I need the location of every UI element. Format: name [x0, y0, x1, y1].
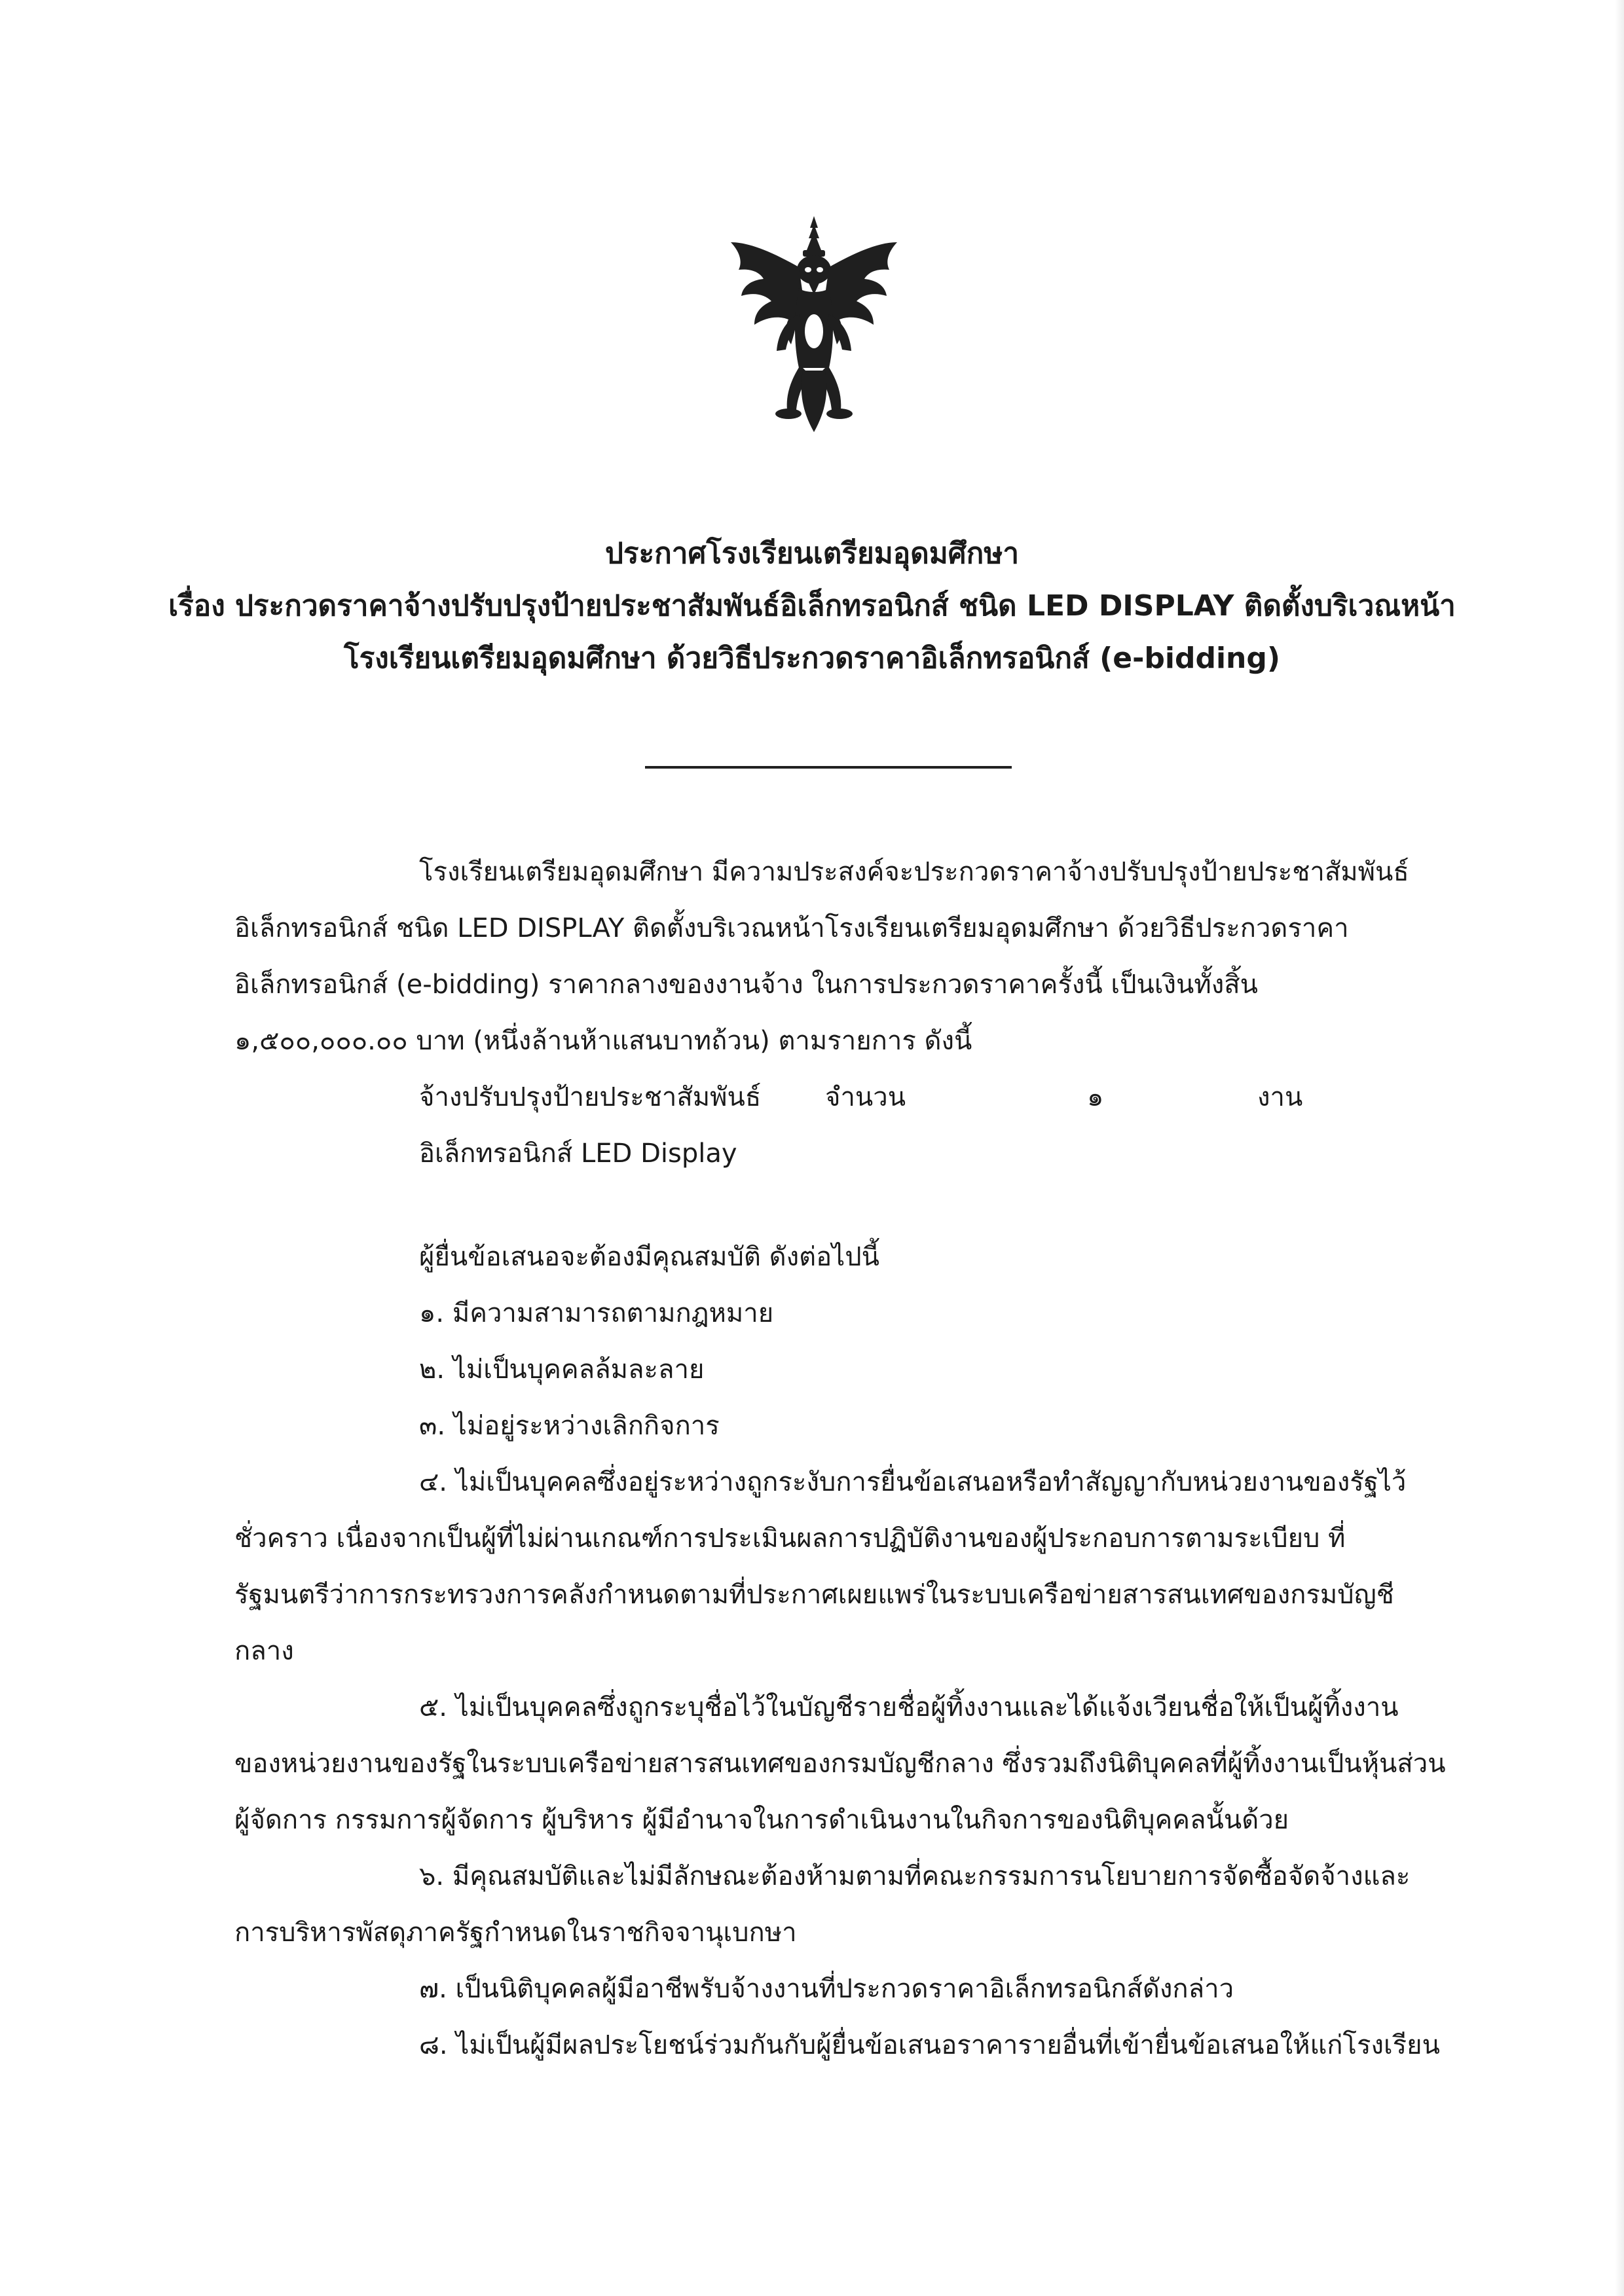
item-qty-label: จำนวน [825, 1082, 906, 1112]
qualification-5-line3: ผู้จัดการ กรรมการผู้จัดการ ผู้บริหาร ผู้มีอำนาจในการดำเนินงานในกิจการของนิติบุคคลนั้นด้วย [234, 1805, 1289, 1835]
item-unit: งาน [1257, 1082, 1303, 1112]
qualification-7: ๗. เป็นนิติบุคคลผู้มีอาชีพรับจ้างงานที่ประกวดราคาอิเล็กทรอนิกส์ดังกล่าว [419, 1974, 1234, 2004]
qualification-4-line4: กลาง [234, 1636, 294, 1666]
qualification-4-line2: ชั่วคราว เนื่องจากเป็นผู้ที่ไม่ผ่านเกณฑ์การประเมินผลการปฏิบัติงานของผู้ประกอบการตามระเบียบ ที่ [234, 1523, 1346, 1554]
intro-line-2: อิเล็กทรอนิกส์ ชนิด LED DISPLAY ติดตั้งบริเวณหน้าโรงเรียนเตรียมอุดมศึกษา ด้วยวิธีประกวดราคา [234, 913, 1349, 943]
intro-line-3: อิเล็กทรอนิกส์ (e-bidding) ราคากลางของงานจ้าง ในการประกวดราคาครั้งนี้ เป็นเงินทั้งสิ้น [234, 970, 1259, 1000]
qualification-4-line1: ๔. ไม่เป็นบุคคลซึ่งอยู่ระหว่างถูกระงับการยื่นข้อเสนอหรือทำสัญญากับหน่วยงานของรัฐไว้ [419, 1467, 1407, 1497]
qualification-8-line1: ๘. ไม่เป็นผู้มีผลประโยชน์ร่วมกันกับผู้ยื่นข้อเสนอราคารายอื่นที่เข้ายื่นข้อเสนอให้แก่โรงเรียน [419, 2030, 1440, 2060]
item-qty: ๑ [1087, 1082, 1104, 1112]
item-name-line2: อิเล็กทรอนิกส์ LED Display [419, 1139, 737, 1169]
qualification-6-line1: ๖. มีคุณสมบัติและไม่มีลักษณะต้องห้ามตามที่คณะกรรมการนโยบายการจัดซื้อจัดจ้างและ [419, 1861, 1411, 1891]
qualification-4-line3: รัฐมนตรีว่าการกระทรวงการคลังกำหนดตามที่ประกาศเผยแพร่ในระบบเครือข่ายสารสนเทศของกรมบัญชี [234, 1580, 1394, 1610]
qualification-1: ๑. มีความสามารถตามกฎหมาย [419, 1298, 774, 1328]
announcement-title: ประกาศโรงเรียนเตรียมอุดมศึกษา [604, 537, 1020, 570]
qualification-6-line2: การบริหารพัสดุภาครัฐกำหนดในราชกิจจานุเบกษา [234, 1918, 797, 1948]
announcement-subject-line2: โรงเรียนเตรียมอุดมศึกษา ด้วยวิธีประกวดราคาอิเล็กทรอนิกส์ (e-bidding) [344, 642, 1280, 675]
title-divider [645, 766, 1012, 769]
garuda-emblem-icon [726, 216, 902, 432]
intro-line-1: โรงเรียนเตรียมอุดมศึกษา มีความประสงค์จะประกวดราคาจ้างปรับปรุงป้ายประชาสัมพันธ์ [419, 857, 1409, 887]
qualifications-heading: ผู้ยื่นข้อเสนอจะต้องมีคุณสมบัติ ดังต่อไปนี้ [419, 1242, 879, 1272]
item-name-line1: จ้างปรับปรุงป้ายประชาสัมพันธ์ [419, 1082, 762, 1112]
qualification-5-line2: ของหน่วยงานของรัฐในระบบเครือข่ายสารสนเทศของกรมบัญชีกลาง ซึ่งรวมถึงนิติบุคคลที่ผู้ทิ้งงานเป็นหุ้นส่วน [234, 1749, 1446, 1779]
announcement-subject-line1: เรื่อง ประกวดราคาจ้างปรับปรุงป้ายประชาสัมพันธ์อิเล็กทรอนิกส์ ชนิด LED DISPLAY ติดตั้งบริเวณหน้า [168, 589, 1456, 623]
intro-line-4: ๑,๕๐๐,๐๐๐.๐๐ บาท (หนึ่งล้านห้าแสนบาทถ้วน) ตามรายการ ดังนี้ [234, 1026, 972, 1056]
qualification-2: ๒. ไม่เป็นบุคคลล้มละลาย [419, 1355, 705, 1385]
qualification-5-line1: ๕. ไม่เป็นบุคคลซึ่งถูกระบุชื่อไว้ในบัญชีรายชื่อผู้ทิ้งงานและได้แจ้งเวียนชื่อให้เป็นผู้ทิ้งงาน [419, 1692, 1399, 1722]
qualification-3: ๓. ไม่อยู่ระหว่างเลิกกิจการ [419, 1411, 720, 1441]
page-edge [1615, 0, 1624, 2296]
